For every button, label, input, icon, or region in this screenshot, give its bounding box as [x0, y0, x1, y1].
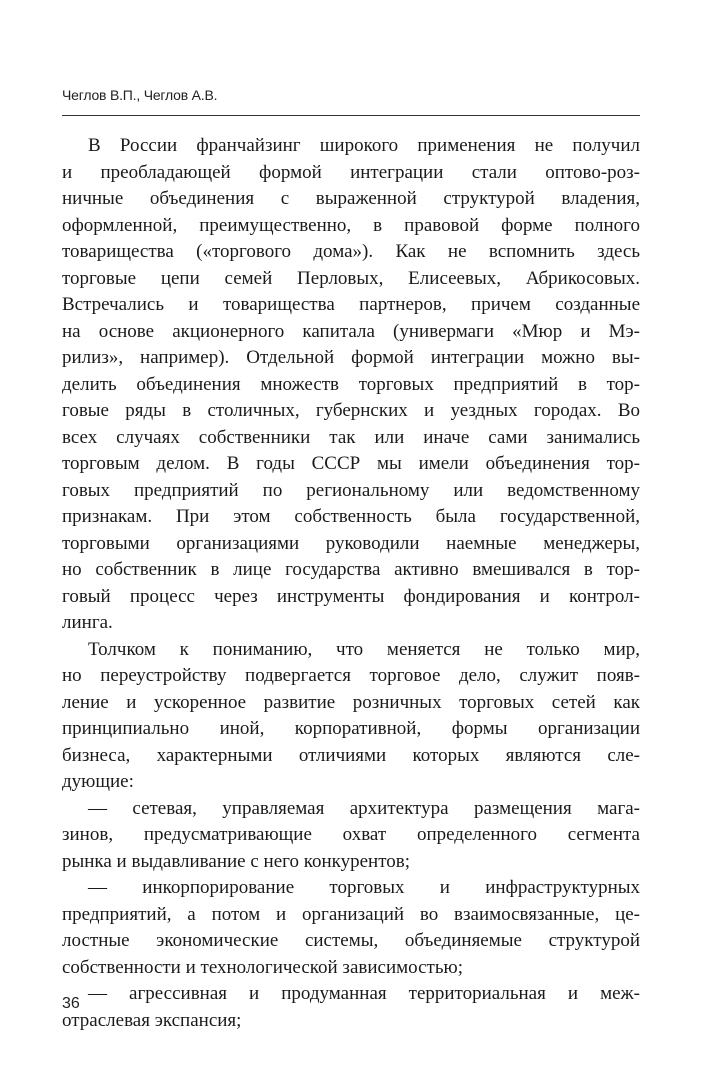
- list-item-line: — сетевая, управляемая архитектура размещения мага-: [88, 797, 640, 819]
- text-line: торговым делом. В годы СССР мы имели объединения тор-: [62, 453, 640, 474]
- text-line: бизнеса, характерными отличиями которых являются сле-: [62, 744, 640, 766]
- text-line: говые ряды в столичных, губернских и уездных городах. Во: [62, 400, 640, 421]
- text-line: говых предприятий по региональному или ведомственному: [62, 479, 640, 501]
- text-line: делить объединения множеств торговых предприятий в тор-: [62, 373, 640, 395]
- list-item-line: отраслевая экспансия;: [62, 1009, 242, 1031]
- text-line: рилиз», например). Отдельной формой интеграции можно вы-: [62, 347, 640, 368]
- text-line: Толчком к пониманию, что меняется не только мир,: [88, 638, 640, 660]
- header-rule: [62, 115, 640, 116]
- text-line: принципиально иной, корпоративной, формы организации: [62, 718, 640, 739]
- list-item-line: собственности и технологической зависимостью;: [62, 956, 463, 978]
- text-line: торговые цепи семей Перловых, Елисеевых, Абрикосовых.: [62, 267, 640, 289]
- list-item-line: — инкорпорирование торговых и инфраструктурных: [88, 877, 640, 898]
- text-line: и преобладающей формой интеграции стали оптово-роз-: [62, 161, 640, 183]
- text-line: Встречались и товарищества партнеров, причем созданные: [62, 294, 640, 315]
- text-line: линга.: [62, 612, 113, 633]
- text-line: но переустройству подвергается торговое дело, служит появ-: [62, 665, 640, 686]
- list-item-line: — агрессивная и продуманная территориальная и меж-: [88, 983, 640, 1004]
- text-line: но собственник в лице государства активно вмешивался в тор-: [62, 559, 640, 580]
- list-item-line: предприятий, а потом и организаций во взаимосвязанные, це-: [62, 903, 640, 925]
- text-line: ление и ускоренное развитие розничных торговых сетей как: [62, 691, 640, 713]
- page-number: 36: [62, 995, 80, 1012]
- text-line: признакам. При этом собственность была государственной,: [62, 506, 640, 527]
- list-item-line: лостные экономические системы, объединяемые структурой: [62, 930, 640, 951]
- running-head-authors: Чеглов В.П., Чеглов А.В.: [62, 87, 218, 103]
- text-line: говый процесс через инструменты фондирования и контрол-: [62, 585, 640, 607]
- text-line: товарищества («торгового дома»). Как не вспомнить здесь: [62, 241, 640, 262]
- body-text: [62, 133, 640, 1034]
- text-line: всех случаях собственники так или иначе сами занимались: [62, 426, 640, 448]
- text-line: на основе акционерного капитала (универмаги «Мюр и Мэ-: [62, 320, 640, 342]
- list-item-line: рынка и выдавливание с него конкурентов;: [62, 850, 411, 872]
- text-line: торговыми организациями руководили наемные менеджеры,: [62, 532, 640, 554]
- text-line: В России франчайзинг широкого применения не получил: [88, 135, 640, 156]
- text-line: дующие:: [62, 771, 134, 792]
- text-line: оформленной, преимущественно, в правовой форме полного: [62, 214, 640, 236]
- text-line: ничные объединения с выраженной структурой владения,: [62, 188, 640, 209]
- list-item-line: зинов, предусматривающие охват определенного сегмента: [62, 824, 640, 845]
